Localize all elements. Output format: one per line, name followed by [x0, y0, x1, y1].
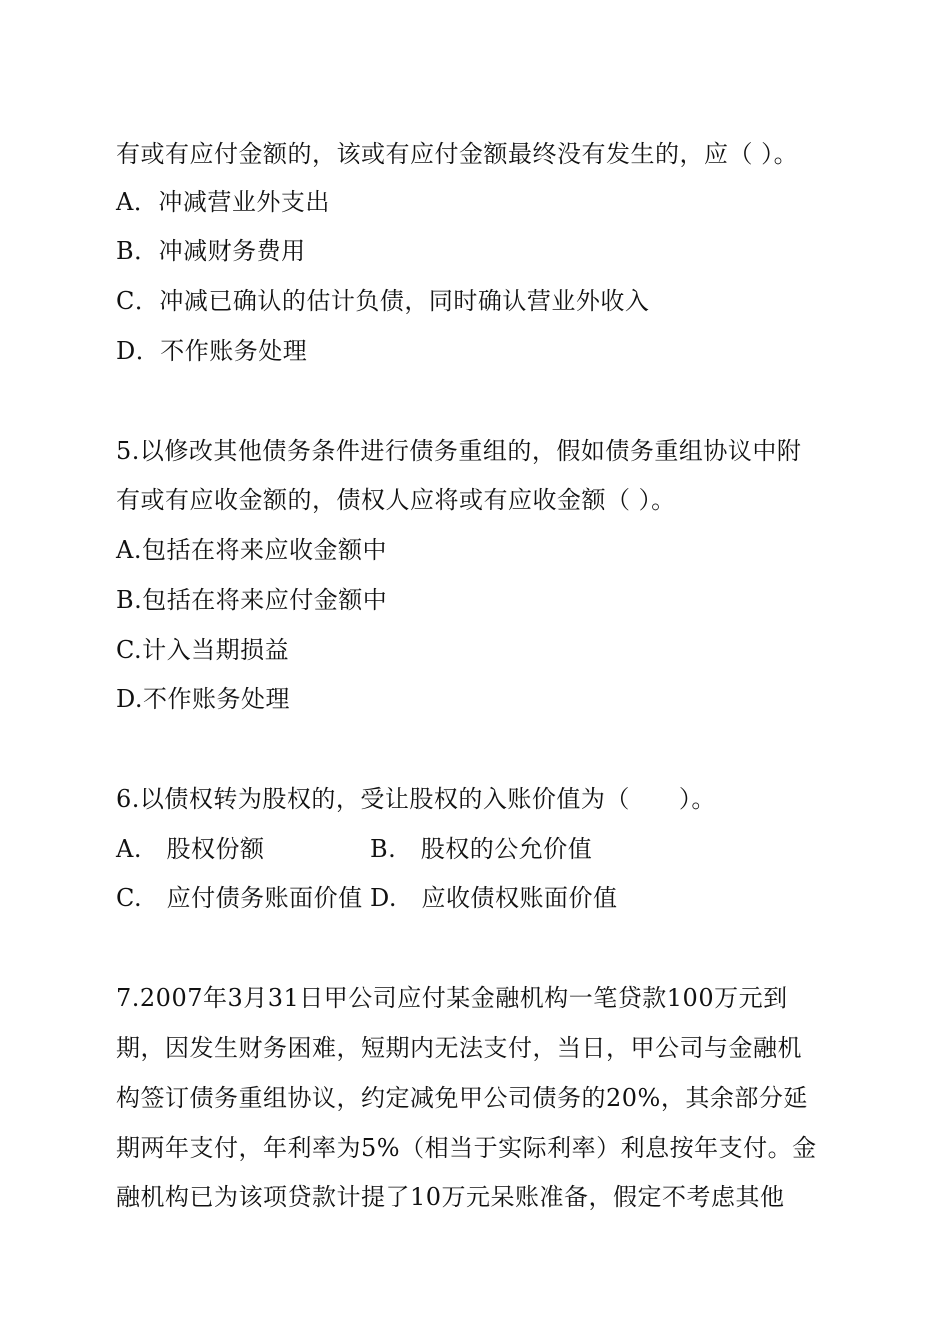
q5-option-b: B.包括在将来应付金额中 [116, 586, 388, 614]
q7-stem-line-2: 期，因发生财务困难，短期内无法支付，当日，甲公司与金融机 [116, 1034, 802, 1062]
q4-option-b: B．冲减财务费用 [116, 237, 306, 265]
q5-option-c: C.计入当期损益 [116, 636, 290, 664]
q5-stem-line-2: 有或有应收金额的，债权人应将或有应收金额（ ）。 [116, 486, 676, 514]
q4-option-d: D．不作账务处理 [116, 337, 308, 365]
q6-option-d: D. 应收债权账面价值 [370, 884, 618, 912]
q7-stem-line-1: 7.2007年3月31日甲公司应付某金融机构一笔贷款100万元到 [116, 984, 788, 1012]
q4-option-a: A．冲减营业外支出 [116, 188, 330, 216]
q4-stem-tail: 有或有应付金额的，该或有应付金额最终没有发生的，应（ ）。 [116, 140, 799, 168]
q6-stem: 6.以债权转为股权的，受让股权的入账价值为（ ）。 [116, 785, 716, 813]
q6-option-c: C. 应付债务账面价值 [116, 884, 363, 912]
q4-option-c: C．冲减已确认的估计负债，同时确认营业外收入 [116, 287, 650, 315]
q6-option-b: B. 股权的公允价值 [370, 835, 593, 863]
q7-stem-line-4: 期两年支付，年利率为5%（相当于实际利率）利息按年支付。金 [116, 1134, 817, 1162]
q5-stem-line-1: 5.以修改其他债务条件进行债务重组的，假如债务重组协议中附 [116, 437, 802, 465]
q5-option-d: D.不作账务处理 [116, 685, 291, 713]
q7-stem-line-3: 构签订债务重组协议，约定减免甲公司债务的20%，其余部分延 [116, 1084, 808, 1112]
q5-option-a: A.包括在将来应收金额中 [116, 536, 387, 564]
q7-stem-line-5: 融机构已为该项贷款计提了10万元呆账准备，假定不考虑其他 [116, 1183, 785, 1211]
q6-option-a: A. 股权份额 [116, 835, 265, 863]
